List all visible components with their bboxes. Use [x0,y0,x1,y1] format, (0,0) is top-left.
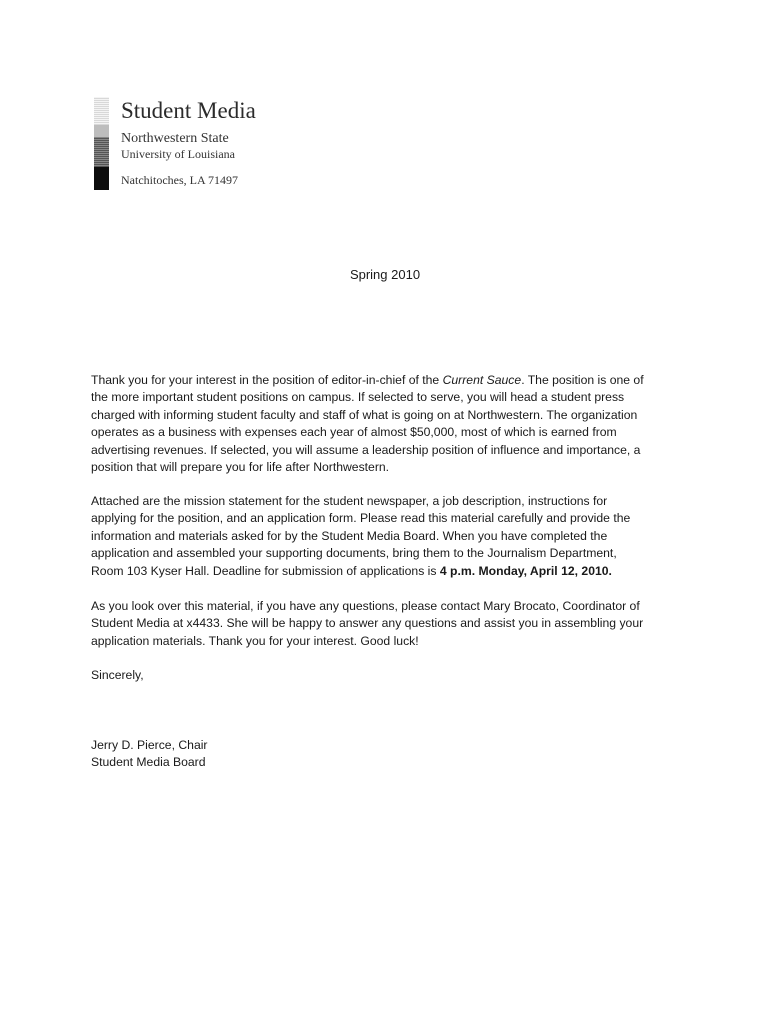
letter-date: Spring 2010 [349,267,421,282]
paragraph-1-line: the more important student positions on campus. If selected to serve, you will head a student press [91,390,625,405]
paragraph-2-line: information and materials asked for by the Student Media Board. When you have completed the [91,528,608,543]
paragraph-3-line: Student Media at x4433. She will be happy to answer any questions and assist you in assembling your [91,616,644,631]
signer-title: Student Media Board [91,755,206,770]
paragraph-1 [91,372,681,476]
paragraph-2-line: Room 103 Kyser Hall. Deadline for submission of applications is 4 p.m. Monday, April 12, 2010. [91,563,612,578]
paragraph-3-line: application materials. Thank you for your interest. Good luck! [91,633,419,648]
paragraph-1-line: position that will prepare you for life after Northwestern. [91,459,390,474]
paragraph-2-line: Attached are the mission statement for the student newspaper, a job description, instructions for [91,494,608,508]
paragraph-1-line: operates as a business with expenses each year of almost $50,000, most of which is earned from [91,425,617,440]
paragraph-1-line: charged with informing student faculty and staff of what is going on at Northwestern. The organization [91,407,638,422]
paragraph-3 [91,598,681,650]
paragraph-2-line: applying for the position, and an application form. Please read this material carefully and provide the [91,511,631,526]
letterhead-org-line1: Northwestern State [121,131,229,146]
letterhead [94,97,294,193]
letterhead-org-line2: University of Louisiana [121,147,235,161]
signature-block [91,737,207,772]
publication-name: Current Sauce [442,373,522,387]
paragraph-3-line: As you look over this material, if you have any questions, please contact Mary Brocato, Coordinator of [91,599,640,613]
deadline-text: 4 p.m. Monday, April 12, 2010. [439,563,612,578]
paragraph-1-line: Thank you for your interest in the position of editor-in-chief of the Current Sauce. The position is one of [91,373,644,387]
paragraph-2 [91,493,681,580]
letterhead-city-line: Natchitoches, LA 71497 [121,173,238,187]
letterhead-title: Student Media [121,98,256,123]
paragraph-2-line: application and assembled your supporting documents, bring them to the Journalism Department, [91,546,617,561]
signer-name: Jerry D. Pierce, Chair [91,738,208,752]
letterhead-bar-graphic [94,97,109,190]
closing: Sincerely, [91,668,144,682]
paragraph-1-line: advertising revenues. If selected, you will assume a leadership position of influence and importance, a [91,442,641,457]
